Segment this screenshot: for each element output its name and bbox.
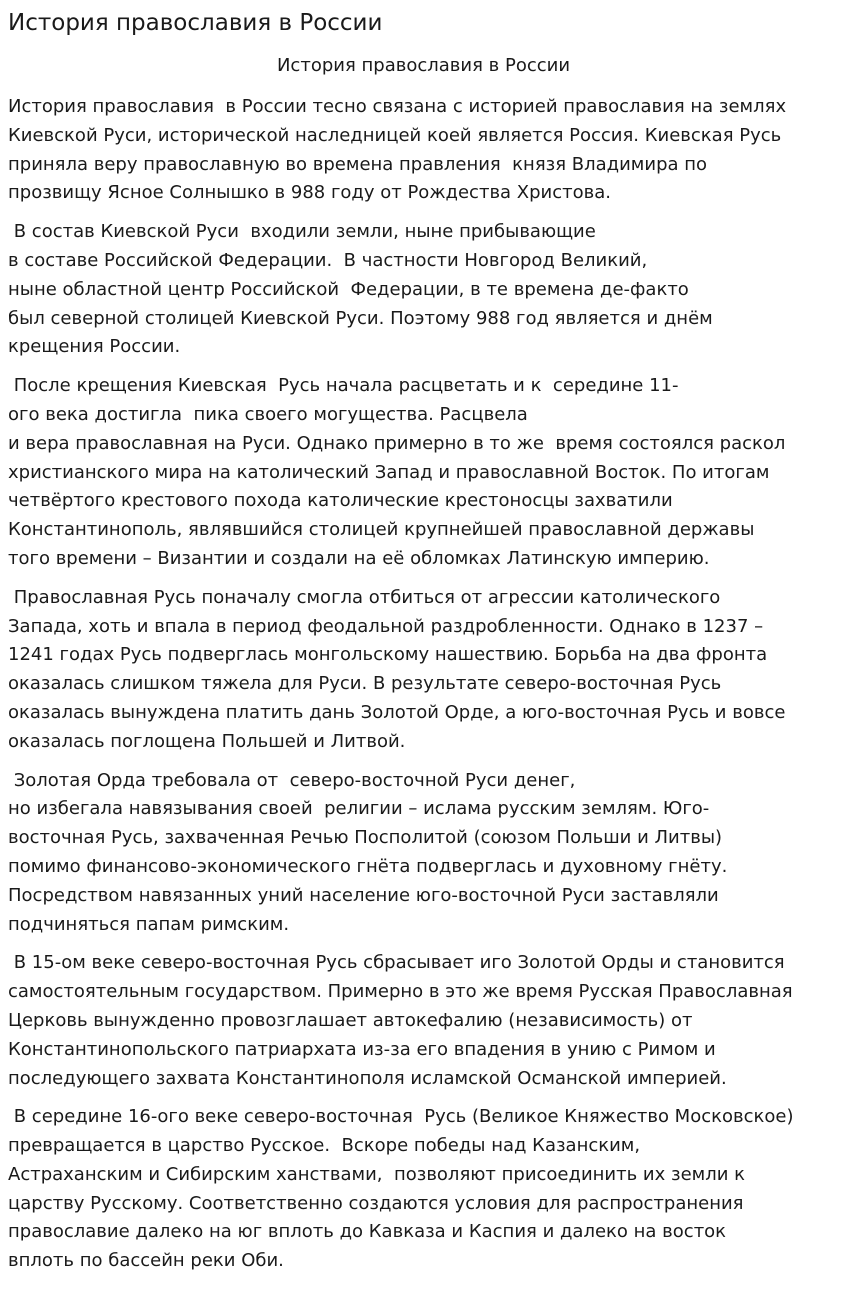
page-title: История православия в России bbox=[8, 10, 383, 36]
paragraph-line: превращается в царство Русское. Вскоре победы над Казанским, bbox=[8, 1135, 641, 1157]
paragraph-line: восточная Русь, захваченная Речью Посполитой (союзом Польши и Литвы) bbox=[8, 827, 723, 849]
paragraph-line: того времени – Византии и создали на её обломках Латинскую империю. bbox=[8, 547, 710, 569]
paragraph-line: крещения России. bbox=[8, 336, 181, 358]
paragraph-line: в составе Российской Федерации. В частности Новгород Великий, bbox=[8, 249, 648, 271]
paragraph-line: подчиняться папам римским. bbox=[8, 913, 290, 935]
paragraph-line: был северной столицей Киевской Руси. Поэтому 988 год является и днём bbox=[8, 307, 713, 329]
paragraph-line: Астраханским и Сибирским ханствами, позволяют присоединить их земли к bbox=[8, 1163, 746, 1185]
paragraph-line: 1241 годах Русь подверглась монгольскому нашествию. Борьба на два фронта bbox=[8, 644, 768, 666]
article-subtitle: История православия в России bbox=[276, 55, 571, 76]
paragraph-line: В состав Киевской Руси входили земли, ныне прибывающие bbox=[8, 221, 596, 243]
paragraph-line: Посредством навязанных уний население юго-восточной Руси заставляли bbox=[8, 884, 719, 906]
paragraph-line: После крещения Киевская Русь начала расцветать и к середине 11- bbox=[8, 375, 679, 397]
paragraph-line: приняла веру православную во времена правления князя Владимира по bbox=[8, 153, 708, 175]
paragraph-line: оказалась поглощена Польшей и Литвой. bbox=[8, 730, 406, 752]
article-body bbox=[8, 93, 839, 1276]
paragraph-line: помимо финансово-экономического гнёта подверглась и духовному гнёту. bbox=[8, 855, 728, 877]
paragraph-line: Константинополь, являвшийся столицей крупнейшей православной державы bbox=[8, 519, 755, 541]
paragraph-line: прозвищу Ясное Солнышко в 988 году от Рождества Христова. bbox=[8, 182, 612, 204]
paragraph-line: История православия в России тесно связана с историей православия на землях bbox=[8, 96, 787, 117]
paragraph-line: оказалась вынуждена платить дань Золотой Орде, а юго-восточная Русь и вовсе bbox=[8, 701, 786, 723]
paragraph-line: ого века достигла пика своего могущества. Расцвела bbox=[8, 403, 528, 425]
paragraph bbox=[8, 767, 839, 940]
paragraph-line: В середине 16-ого веке северо-восточная Русь (Великое Княжество Московское) bbox=[8, 1106, 794, 1128]
paragraph-line: и вера православная на Руси. Однако примерно в то же время состоялся раскол bbox=[8, 432, 786, 454]
paragraph-line: Православная Русь поначалу смогла отбиться от агрессии католического bbox=[8, 586, 721, 608]
paragraph bbox=[8, 584, 839, 757]
paragraph-line: Киевской Руси, исторической наследницей коей является Россия. Киевская Русь bbox=[8, 124, 782, 146]
paragraph-line: Золотая Орда требовала от северо-восточной Руси денег, bbox=[8, 769, 576, 791]
paragraph-line: последующего захвата Константинополя исламской Османской империей. bbox=[8, 1067, 727, 1089]
paragraph-line: царству Русскому. Соответственно создаются условия для распространения bbox=[8, 1192, 744, 1214]
paragraph-line: православие далеко на юг вплоть до Кавказа и Каспия и далеко на восток bbox=[8, 1221, 727, 1243]
paragraph-line: оказалась слишком тяжела для Руси. В результате северо-восточная Русь bbox=[8, 673, 722, 695]
paragraph-line: ныне областной центр Российской Федерации, в те времена де-факто bbox=[8, 278, 689, 300]
paragraph-line: самостоятельным государством. Примерно в это же время Русская Православная bbox=[8, 981, 793, 1003]
paragraph bbox=[8, 949, 839, 1093]
paragraph-line: четвёртого крестового похода католические крестоносцы захватили bbox=[8, 490, 673, 512]
paragraph bbox=[8, 1103, 839, 1276]
paragraph-line: Церковь вынужденно провозглашает автокефалию (независимость) от bbox=[8, 1009, 693, 1031]
paragraph-line: Константинопольского патриархата из-за его впадения в унию с Римом и bbox=[8, 1038, 716, 1060]
paragraph bbox=[8, 218, 839, 362]
paragraph-line: христианского мира на католический Запад и православной Восток. По итогам bbox=[8, 461, 770, 483]
paragraph-line: В 15-ом веке северо-восточная Русь сбрасывает иго Золотой Орды и становится bbox=[8, 952, 785, 974]
paragraph-line: Запада, хоть и впала в период феодальной раздробленности. Однако в 1237 – bbox=[8, 615, 764, 637]
paragraph bbox=[8, 372, 839, 574]
paragraph-line: но избегала навязывания своей религии – ислама русским землям. Юго- bbox=[8, 798, 710, 820]
paragraph-line: вплоть по бассейн реки Оби. bbox=[8, 1250, 284, 1272]
paragraph bbox=[8, 93, 839, 208]
